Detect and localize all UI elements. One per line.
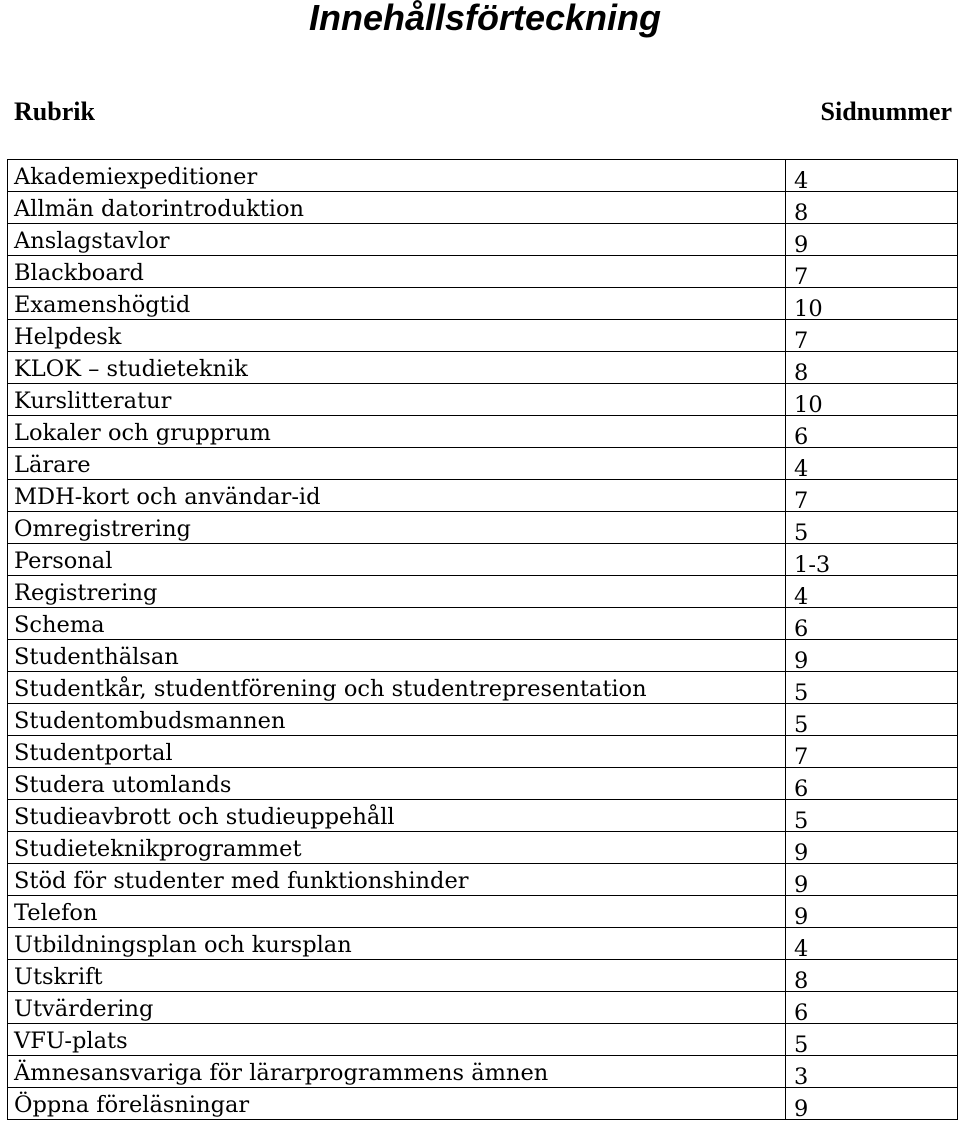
toc-page-number: 4	[794, 456, 809, 480]
toc-page-number: 9	[794, 872, 809, 896]
toc-page-number: 5	[794, 712, 809, 736]
toc-page-cell	[786, 576, 958, 608]
toc-row	[8, 160, 958, 192]
toc-page-cell	[786, 544, 958, 576]
column-header-topic: Rubrik	[14, 97, 95, 126]
toc-page-number: 4	[794, 936, 809, 960]
toc-page-cell	[786, 192, 958, 224]
toc-topic: Lokaler och grupprum	[8, 416, 786, 448]
toc-row	[8, 992, 958, 1024]
toc-row	[8, 896, 958, 928]
toc-row	[8, 224, 958, 256]
toc-body	[8, 160, 958, 1120]
toc-page-cell	[786, 1024, 958, 1056]
toc-page-number: 4	[794, 584, 809, 608]
toc-row	[8, 864, 958, 896]
toc-topic: Stöd för studenter med funktionshinder	[8, 864, 786, 896]
toc-page-number: 10	[794, 296, 823, 320]
toc-page-number: 9	[794, 232, 809, 256]
toc-row	[8, 544, 958, 576]
toc-page-number: 10	[794, 392, 823, 416]
toc-page-cell	[786, 896, 958, 928]
toc-page-number: 8	[794, 968, 809, 992]
page-title: Innehållsförteckning	[308, 0, 662, 38]
toc-topic: Akademiexpeditioner	[8, 160, 786, 192]
toc-topic: Utvärdering	[8, 992, 786, 1024]
toc-row	[8, 800, 958, 832]
toc-page-number: 8	[794, 200, 809, 224]
toc-page-cell	[786, 288, 958, 320]
toc-page-cell	[786, 256, 958, 288]
toc-topic: KLOK – studieteknik	[8, 352, 786, 384]
toc-row	[8, 736, 958, 768]
toc-page-number: 5	[794, 520, 809, 544]
toc-row	[8, 480, 958, 512]
toc-page-number: 6	[794, 1000, 809, 1024]
toc-page-cell	[786, 384, 958, 416]
column-header-page: Sidnummer	[820, 97, 952, 126]
toc-page-cell	[786, 448, 958, 480]
toc-page-number: 5	[794, 680, 809, 704]
toc-page-cell	[786, 736, 958, 768]
toc-page-cell	[786, 960, 958, 992]
toc-page-cell	[786, 640, 958, 672]
toc-page-cell	[786, 928, 958, 960]
toc-topic: Studentombudsmannen	[8, 704, 786, 736]
toc-page-cell	[786, 320, 958, 352]
toc-page-cell	[786, 768, 958, 800]
toc-row	[8, 576, 958, 608]
toc-topic: Blackboard	[8, 256, 786, 288]
toc-row	[8, 288, 958, 320]
toc-row	[8, 672, 958, 704]
toc-page-cell	[786, 800, 958, 832]
toc-topic: Öppna föreläsningar	[8, 1088, 786, 1120]
toc-page-number: 7	[794, 264, 809, 288]
toc-topic: Utbildningsplan och kursplan	[8, 928, 786, 960]
toc-page-number: 5	[794, 1032, 809, 1056]
toc-page-cell	[786, 864, 958, 896]
toc-topic: Helpdesk	[8, 320, 786, 352]
toc-page-number: 9	[794, 904, 809, 928]
toc-page-number: 9	[794, 648, 809, 672]
toc-row	[8, 448, 958, 480]
toc-row	[8, 352, 958, 384]
toc-table	[7, 159, 958, 1120]
toc-page-cell	[786, 1056, 958, 1088]
toc-topic: Ämnesansvariga för lärarprogrammens ämnen	[8, 1056, 786, 1088]
toc-row	[8, 928, 958, 960]
toc-topic: Allmän datorintroduktion	[8, 192, 786, 224]
toc-page-number: 5	[794, 808, 809, 832]
toc-page-cell	[786, 224, 958, 256]
toc-row	[8, 704, 958, 736]
toc-row	[8, 512, 958, 544]
toc-page-cell	[786, 832, 958, 864]
toc-topic: Omregistrering	[8, 512, 786, 544]
toc-page-number: 6	[794, 616, 809, 640]
toc-topic: Schema	[8, 608, 786, 640]
toc-page-number: 9	[794, 840, 809, 864]
toc-page-cell	[786, 704, 958, 736]
toc-page-cell	[786, 416, 958, 448]
toc-page-cell	[786, 352, 958, 384]
toc-page-number: 7	[794, 744, 809, 768]
toc-row	[8, 640, 958, 672]
toc-row	[8, 192, 958, 224]
toc-topic: Studera utomlands	[8, 768, 786, 800]
toc-page-number: 7	[794, 488, 809, 512]
toc-topic: Utskrift	[8, 960, 786, 992]
toc-row	[8, 1088, 958, 1120]
toc-topic: Studentportal	[8, 736, 786, 768]
toc-row	[8, 960, 958, 992]
toc-page-cell	[786, 1088, 958, 1120]
toc-page-cell	[786, 160, 958, 192]
toc-row	[8, 1056, 958, 1088]
toc-topic: VFU-plats	[8, 1024, 786, 1056]
toc-topic: Personal	[8, 544, 786, 576]
toc-page-number: 9	[794, 1096, 809, 1120]
toc-page-number: 1-3	[794, 552, 831, 576]
toc-topic: Studieavbrott och studieuppehåll	[8, 800, 786, 832]
toc-topic: Kurslitteratur	[8, 384, 786, 416]
toc-topic: Studentkår, studentförening och studentrepresentation	[8, 672, 786, 704]
toc-topic: Telefon	[8, 896, 786, 928]
toc-row	[8, 416, 958, 448]
toc-page-cell	[786, 512, 958, 544]
toc-topic: Anslagstavlor	[8, 224, 786, 256]
toc-page-number: 7	[794, 328, 809, 352]
toc-page-cell	[786, 992, 958, 1024]
toc-row	[8, 320, 958, 352]
toc-topic: Lärare	[8, 448, 786, 480]
toc-row	[8, 832, 958, 864]
toc-row	[8, 768, 958, 800]
toc-page-number: 8	[794, 360, 809, 384]
toc-row	[8, 1024, 958, 1056]
toc-topic: Studenthälsan	[8, 640, 786, 672]
toc-row	[8, 256, 958, 288]
toc-page-cell	[786, 672, 958, 704]
toc-topic: Registrering	[8, 576, 786, 608]
toc-page-number: 3	[794, 1064, 809, 1088]
toc-page-number: 6	[794, 424, 809, 448]
toc-row	[8, 608, 958, 640]
toc-row	[8, 384, 958, 416]
toc-topic: Examenshögtid	[8, 288, 786, 320]
toc-page-cell	[786, 608, 958, 640]
toc-page-number: 6	[794, 776, 809, 800]
toc-page-number: 4	[794, 168, 809, 192]
toc-page-cell	[786, 480, 958, 512]
toc-topic: Studieteknikprogrammet	[8, 832, 786, 864]
toc-topic: MDH-kort och användar-id	[8, 480, 786, 512]
